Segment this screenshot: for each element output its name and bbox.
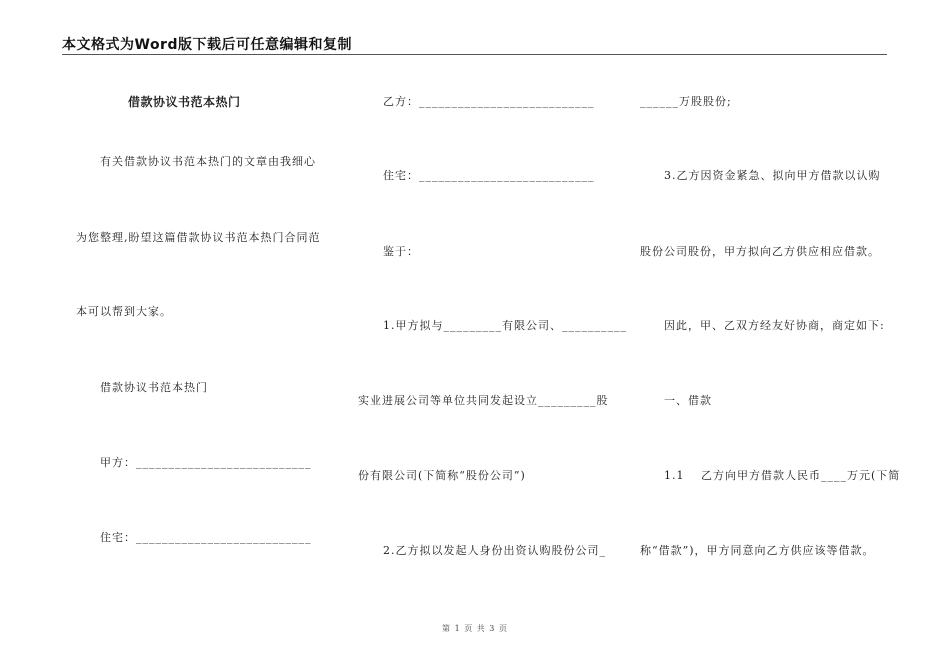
text-line: 份有限公司(下简称“股份公司”) xyxy=(358,469,526,482)
header-divider xyxy=(62,54,887,55)
party-b-address-field: 住宅：___________________________ xyxy=(383,169,595,182)
whereas-label: 鉴于： xyxy=(383,245,419,258)
party-b-field: 乙方：___________________________ xyxy=(383,95,595,108)
section-heading: 借款协议书范本热门 xyxy=(100,381,208,394)
text-line: 1.甲方拟与_________有限公司、__________ xyxy=(383,319,627,332)
party-a-field: 甲方：___________________________ xyxy=(100,456,312,469)
text-line: 本可以帮到大家。 xyxy=(76,305,172,318)
text-line: 称“借款”)，甲方同意向乙方供应该等借款。 xyxy=(640,544,875,557)
text-line: 股份公司股份，甲方拟向乙方供应相应借款。 xyxy=(640,245,880,258)
text-line: 2.乙方拟以发起人身份出资认购股份公司_ xyxy=(383,544,606,557)
section-heading: 一、借款 xyxy=(664,394,712,407)
clause-1-1: 1.1 乙方向甲方借款人民币____万元(下简 xyxy=(664,469,901,482)
text-line: 因此，甲、乙双方经友好协商，商定如下: xyxy=(664,319,885,332)
document-header: 本文格式为Word版下载后可任意编辑和复制 xyxy=(62,37,352,53)
document-title: 借款协议书范本热门 xyxy=(128,95,241,109)
text-line: 实业进展公司等单位共同发起设立_________股 xyxy=(358,394,609,407)
text-line: 为您整理,盼望这篇借款协议书范本热门合同范 xyxy=(76,231,321,244)
page-number: 第 1 页 共 3 页 xyxy=(442,624,508,633)
party-a-address-field: 住宅：___________________________ xyxy=(100,531,312,544)
text-line: 3.乙方因资金紧急、拟向甲方借款以认购 xyxy=(664,169,881,182)
text-line: 有关借款协议书范本热门的文章由我细心 xyxy=(100,155,316,168)
text-line: ______万股股份; xyxy=(640,95,732,108)
